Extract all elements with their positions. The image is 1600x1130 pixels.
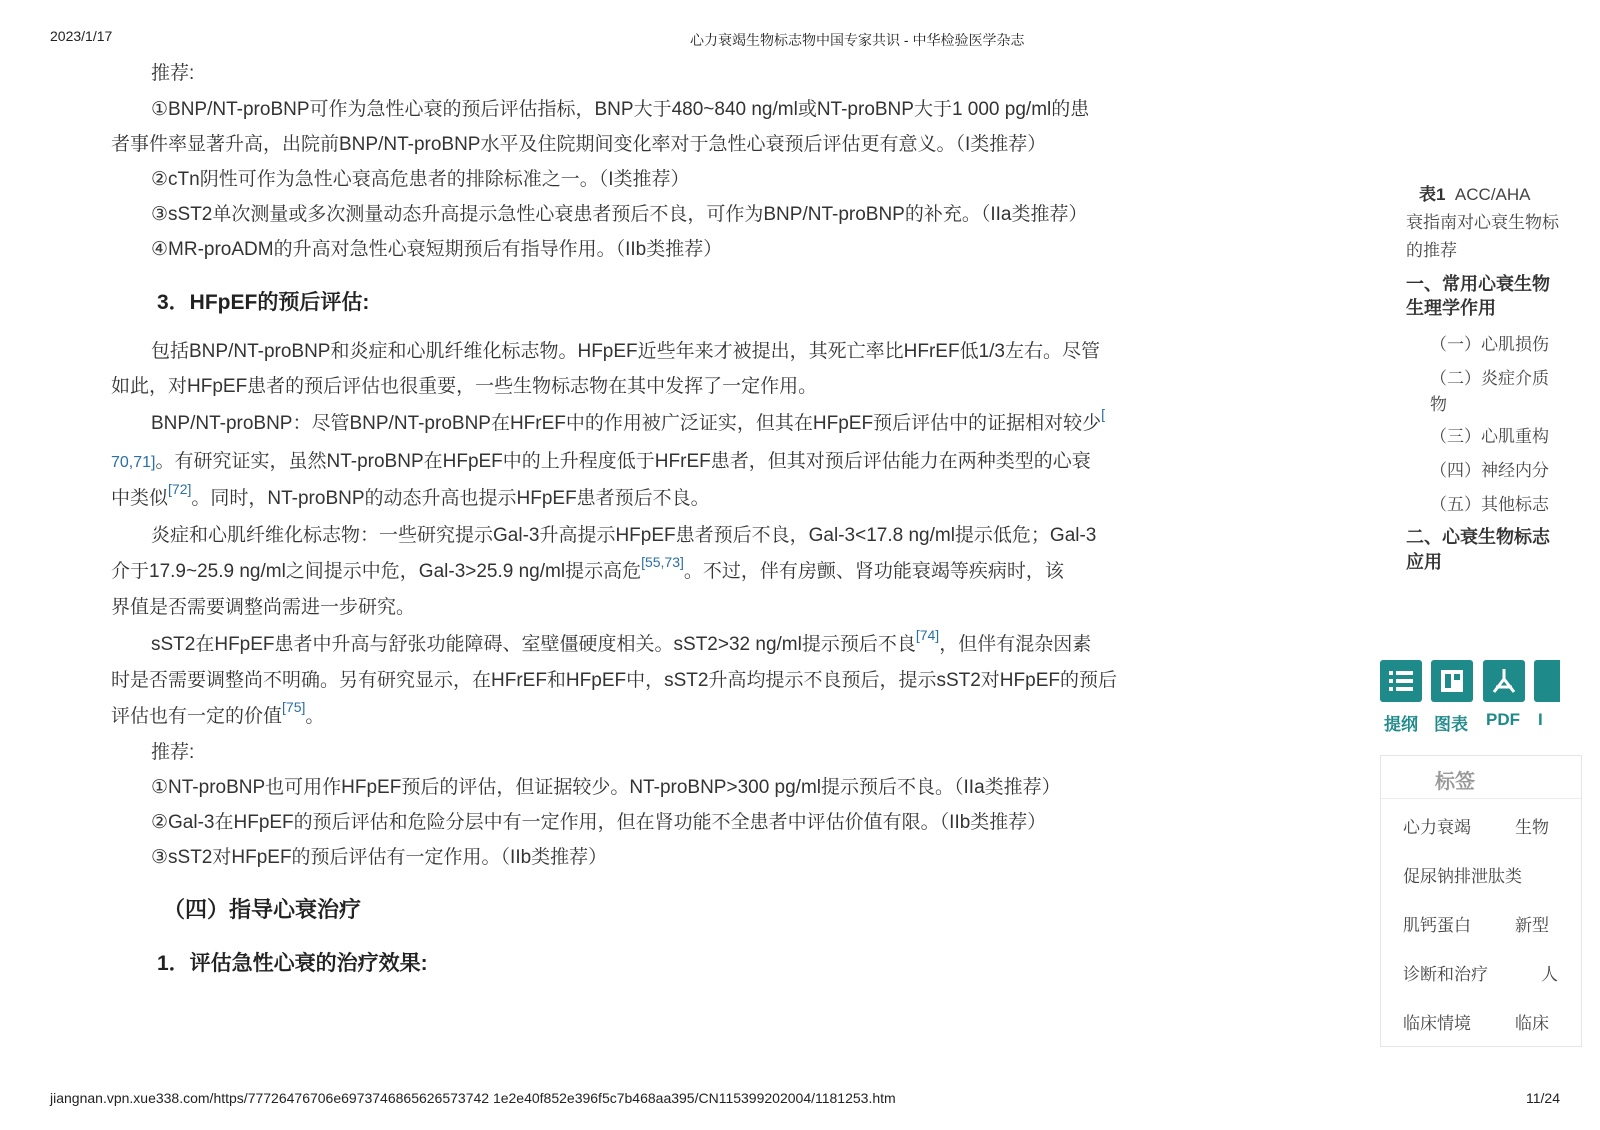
tags-header-label: 标签 (1435, 771, 1475, 793)
table-title-cont: 衰指南对心衰生物标 (1406, 213, 1559, 232)
page-header-date: 2023/1/17 (50, 28, 113, 44)
citation-link[interactable]: 70,71] (111, 454, 156, 471)
paragraph-3-text: 介于17.9~25.9 ng/ml之间提示中危，Gal-3>25.9 ng/ml提示高危 (111, 561, 642, 582)
table-title: ACC/AHA (1454, 185, 1531, 204)
outline-button[interactable] (1380, 660, 1422, 702)
page-header-title: 心力衰竭生物标志物中国专家共识 - 中华检验医学杂志 (690, 32, 1025, 48)
toc-section-2-cont[interactable]: 应用 (1406, 552, 1442, 572)
recommend-2-1: ①NT-proBNP也可用作HFpEF预后的评估，但证据较少。NT-proBNP>300 pg/ml提示预后不良。（IIa类推荐） (151, 777, 1061, 798)
citation-link[interactable]: [ (1101, 406, 1105, 422)
recommend-1: ①BNP/NT-proBNP可作为急性心衰的预后评估指标，BNP大于480~840 ng/ml或NT-proBNP大于1 000 pg/ml的患 (151, 99, 1090, 120)
citation-link[interactable]: [72] (168, 481, 192, 497)
section-heading-hfpef: 3．HFpEF的预后评估: (157, 291, 370, 314)
tags-panel (1380, 755, 1582, 1047)
recommend-1-cont: 者事件率显著升高，出院前BNP/NT-proBNP水平及住院期间变化率对于急性心衰预后评估更有意义。（I类推荐） (111, 134, 1047, 155)
figures-label: 图表 (1434, 715, 1468, 734)
pdf-icon (1483, 660, 1525, 702)
tag-item[interactable]: 肌钙蛋白 (1403, 916, 1471, 935)
citation-link[interactable]: [74] (915, 627, 940, 643)
tag-item[interactable]: 心力衰竭 (1403, 818, 1471, 837)
tags-header (1381, 756, 1581, 799)
recommend-2: ②cTn阴性可作为急性心衰高危患者的排除标准之一。（I类推荐） (151, 169, 690, 190)
toc-section-1-cont[interactable]: 生理学作用 (1406, 298, 1496, 318)
grid-icon (1431, 660, 1473, 702)
tag-item[interactable]: 临床情境 (1403, 1014, 1471, 1033)
list-icon (1380, 660, 1422, 702)
paragraph-3-cont (111, 556, 1064, 583)
citation-link[interactable]: [75] (282, 699, 306, 715)
toc-item-1-5[interactable]: （五）其他标志 (1430, 495, 1549, 514)
table-link[interactable] (1419, 180, 1531, 205)
paragraph-4-text: 评估也有一定的价值 (111, 706, 283, 727)
tag-item[interactable]: 促尿钠排泄肽类 (1403, 867, 1522, 886)
paragraph-2-text: 中类似 (111, 488, 169, 509)
paragraph-4-cont: 时是否需要调整尚不明确。另有研究显示，在HFrEF和HFpEF中，sST2升高均提示不良预后，提示sST2对HFpEF的预后 (111, 670, 1117, 691)
paragraph-4-text: ，但伴有混杂因素 (939, 634, 1092, 655)
tag-item[interactable]: 生物 (1515, 818, 1549, 837)
pdf-button[interactable] (1483, 660, 1525, 702)
paragraph-3-text: 。不过，伴有房颤、肾功能衰竭等疾病时，该 (683, 561, 1064, 582)
paragraph-3-end: 界值是否需要调整尚需进一步研究。 (111, 597, 416, 618)
pdf-label: PDF (1486, 710, 1520, 729)
figures-button[interactable] (1431, 660, 1473, 702)
toc-item-1-4[interactable]: （四）神经内分 (1430, 461, 1549, 480)
section-heading-guide-treatment: （四）指导心衰治疗 (163, 897, 362, 922)
toc-item-1-3[interactable]: （三）心肌重构 (1430, 427, 1549, 446)
paragraph-2-cont (111, 446, 1091, 473)
paragraph-3: 炎症和心肌纤维化标志物：一些研究提示Gal-3升高提示HFpEF患者预后不良，Gal-3<17.8 ng/ml提示低危；Gal-3 (151, 525, 1097, 546)
paragraph-2-text: BNP/NT-proBNP：尽管BNP/NT-proBNP在HFrEF中的作用被广泛证实，但其在HFpEF预后评估中的证据相对较少 (151, 413, 1102, 434)
citation-link[interactable]: [55,73] (641, 554, 684, 570)
toc-item-1-2[interactable]: （二）炎症介质 (1430, 369, 1549, 388)
toc-section-1[interactable]: 一、常用心衰生物 (1406, 274, 1550, 294)
section-heading-acute-efficacy: 1．评估急性心衰的治疗效果: (157, 952, 428, 975)
toc-item-1-1[interactable]: （一）心肌损伤 (1430, 335, 1549, 354)
table-title-end: 的推荐 (1406, 241, 1457, 260)
paragraph-2-end (111, 483, 710, 510)
recommend-title-2: 推荐: (151, 742, 195, 763)
table-label: 表1 (1419, 185, 1446, 204)
recommend-4: ④MR-proADM的升高对急性心衰短期预后有指导作用。（IIb类推荐） (151, 239, 723, 260)
tag-item[interactable]: 临床 (1515, 1014, 1549, 1033)
tag-item[interactable]: 诊断和治疗 (1403, 965, 1488, 984)
toc-section-2[interactable]: 二、心衰生物标志 (1406, 527, 1550, 547)
page-footer-url: jiangnan.vpn.xue338.com/https/77726476706e6973746865626573742 1e2e40f852e396f5c7b468aa395/CN115399202004/1181253.htm (50, 1090, 896, 1106)
paragraph-4-text: 。 (305, 706, 325, 727)
paragraph-2-text: 。有研究证实，虽然NT-proBNP在HFpEF中的上升程度低于HFrEF患者，但其对预后评估能力在两种类型的心衰 (155, 451, 1091, 472)
more-label: I (1538, 710, 1543, 729)
recommend-2-3: ③sST2对HFpEF的预后评估有一定作用。（IIb类推荐） (151, 847, 608, 868)
recommend-title: 推荐: (151, 63, 195, 84)
paragraph-2-text: 。同时，NT-proBNP的动态升高也提示HFpEF患者预后不良。 (191, 488, 710, 509)
paragraph-1: 包括BNP/NT-proBNP和炎症和心肌纤维化标志物。HFpEF近些年来才被提出，其死亡率比HFrEF低1/3左右。尽管 (151, 341, 1101, 362)
tag-item[interactable]: 人 (1541, 965, 1558, 984)
recommend-2-2: ②Gal-3在HFpEF的预后评估和危险分层中有一定作用，但在肾功能不全患者中评估价值有限。（IIb类推荐） (151, 812, 1047, 833)
toc-item-1-2-cont[interactable]: 物 (1430, 395, 1447, 414)
paragraph-4 (151, 629, 1091, 656)
outline-label: 提纲 (1384, 715, 1418, 734)
page-footer-page: 11/24 (1526, 1090, 1560, 1106)
paragraph-4-text: sST2在HFpEF患者中升高与舒张功能障碍、室壁僵硬度相关。sST2>32 ng/ml提示预后不良 (151, 634, 916, 655)
more-tools-button[interactable] (1534, 660, 1560, 702)
recommend-3: ③sST2单次测量或多次测量动态升高提示急性心衰患者预后不良，可作为BNP/NT-proBNP的补充。（IIa类推荐） (151, 204, 1088, 225)
paragraph-4-end (111, 701, 324, 728)
tag-item[interactable]: 新型 (1515, 916, 1549, 935)
paragraph-2 (151, 408, 1105, 435)
paragraph-1-cont: 如此，对HFpEF患者的预后评估也很重要，一些生物标志物在其中发挥了一定作用。 (111, 376, 818, 397)
